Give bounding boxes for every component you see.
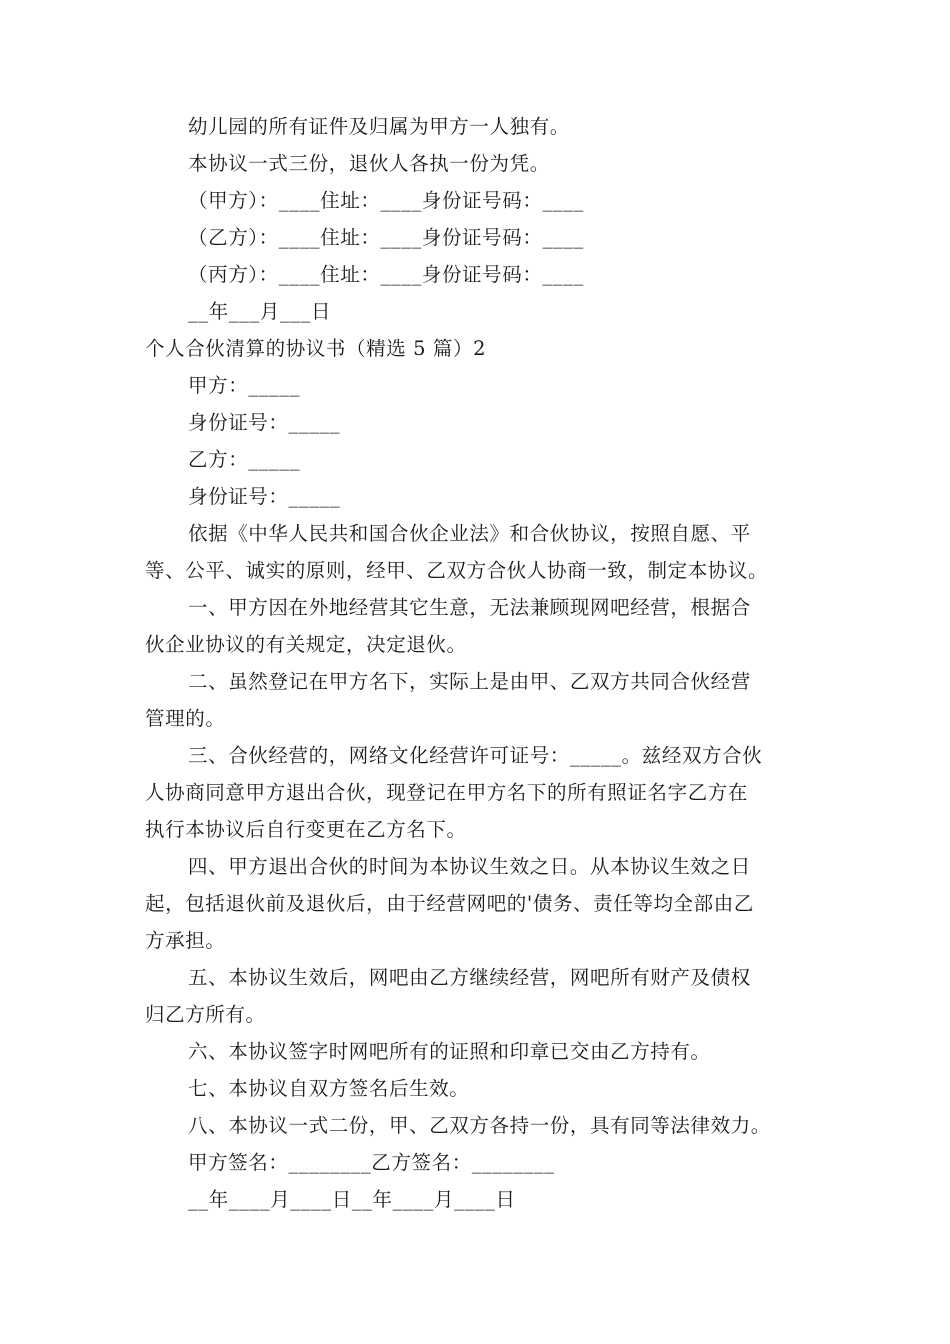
clause-3-cont: 执行本协议后自行变更在乙方名下。 <box>145 818 467 841</box>
clause-2-cont: 管理的。 <box>145 707 226 730</box>
date-line: __年____月____日__年____月____日 <box>188 1188 516 1211</box>
clause-5-cont: 归乙方所有。 <box>145 1003 266 1026</box>
signature-line-party-c: （丙方）：____住址：____身份证号码：____ <box>188 263 584 286</box>
clause-4-cont: 方承担。 <box>145 929 226 952</box>
clause-3-cont: 人协商同意甲方退出合伙，现登记在甲方名下的所有照证名字乙方在 <box>145 781 749 804</box>
date-line: __年___月___日 <box>188 300 332 323</box>
section-title: 个人合伙清算的协议书（精选 5 篇）2 <box>145 337 487 360</box>
clause-2: 二、虽然登记在甲方名下，实际上是由甲、乙双方共同合伙经营 <box>188 670 751 693</box>
signature-line-party-b: （乙方）：____住址：____身份证号码：____ <box>188 226 584 249</box>
paragraph-line: 依据《中华人民共和国合伙企业法》和合伙协议，按照自愿、平 <box>188 522 751 545</box>
clause-4-cont: 起，包括退伙前及退伙后，由于经营网吧的'债务、责任等均全部由乙 <box>145 892 754 915</box>
clause-7: 七、本协议自双方签名后生效。 <box>188 1077 470 1100</box>
signature-line-party-a: （甲方）：____住址：____身份证号码：____ <box>188 189 584 212</box>
id-number-field: 身份证号：_____ <box>188 411 341 434</box>
signature-line: 甲方签名：________乙方签名：________ <box>188 1151 555 1174</box>
clause-6: 六、本协议签字时网吧所有的证照和印章已交由乙方持有。 <box>188 1040 711 1063</box>
party-a-field: 甲方：_____ <box>188 374 301 397</box>
clause-5: 五、本协议生效后，网吧由乙方继续经营，网吧所有财产及债权 <box>188 966 751 989</box>
clause-1: 一、甲方因在外地经营其它生意，无法兼顾现网吧经营，根据合 <box>188 596 751 619</box>
paragraph-line: 本协议一式三份，退伙人各执一份为凭。 <box>188 152 550 175</box>
id-number-field: 身份证号：_____ <box>188 485 341 508</box>
clause-8: 八、本协议一式二份，甲、乙双方各持一份，具有同等法律效力。 <box>188 1114 771 1137</box>
paragraph-line: 幼儿园的所有证件及归属为甲方一人独有。 <box>188 115 570 138</box>
clause-1-cont: 伙企业协议的有关规定，决定退伙。 <box>145 633 467 656</box>
clause-3: 三、合伙经营的，网络文化经营许可证号：_____。兹经双方合伙 <box>188 744 763 767</box>
clause-4: 四、甲方退出合伙的时间为本协议生效之日。从本协议生效之日 <box>188 855 751 878</box>
paragraph-line: 等、公平、诚实的原则，经甲、乙双方合伙人协商一致，制定本协议。 <box>145 559 769 582</box>
party-b-field: 乙方：_____ <box>188 448 301 471</box>
